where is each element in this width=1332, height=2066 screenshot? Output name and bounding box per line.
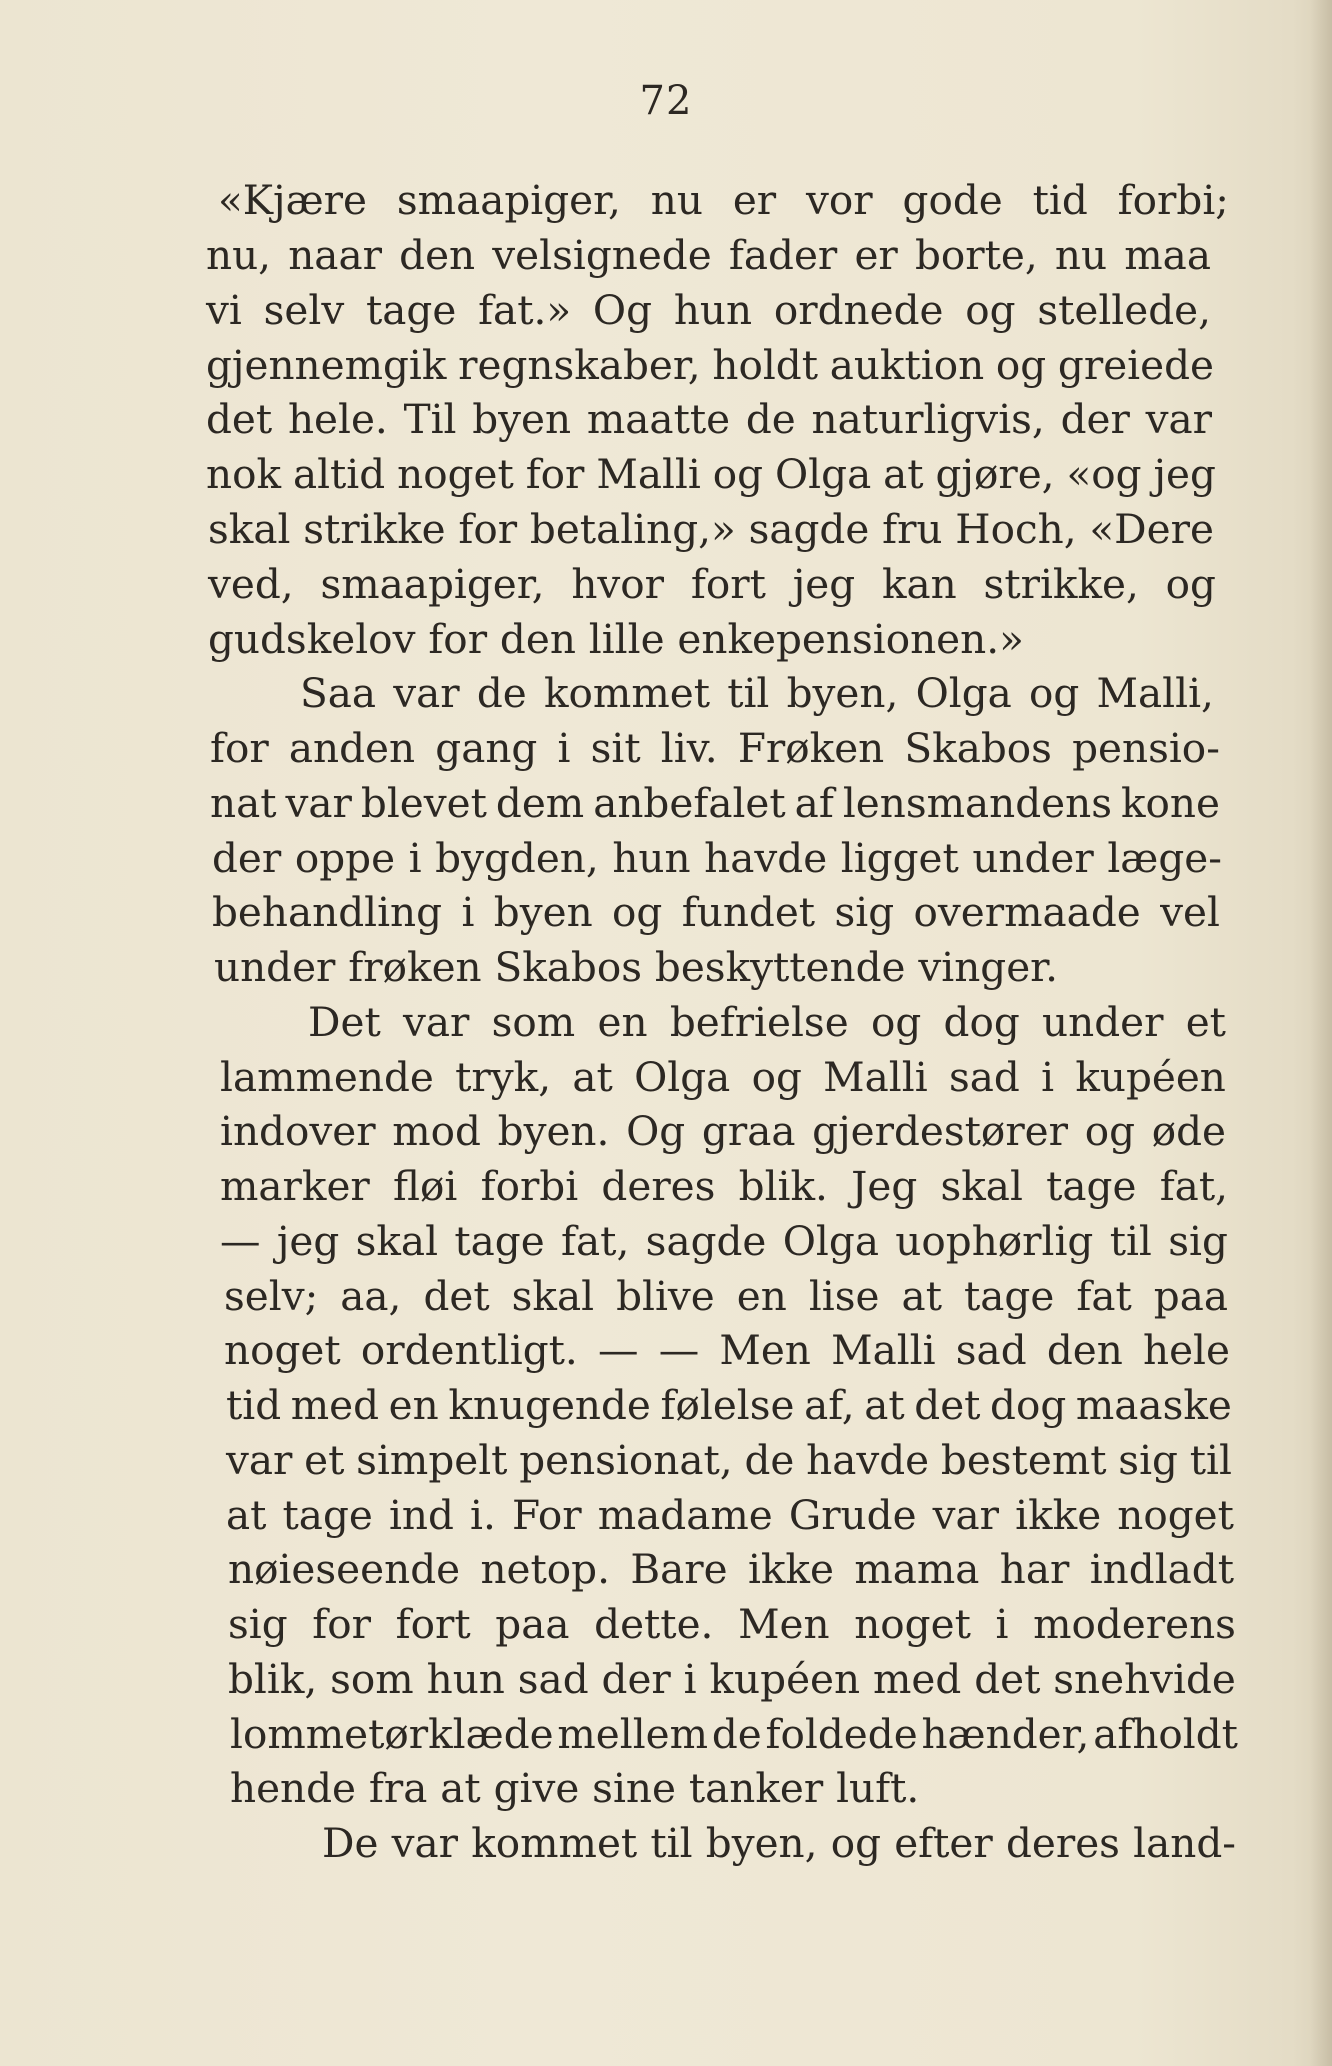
word: Olga [634,1053,731,1101]
word: Og [626,1107,686,1155]
word: hun [673,286,753,334]
word: forbi [480,1162,579,1210]
word: maatte [586,395,731,443]
word: fat [1076,1272,1132,1320]
word: gjerdestører [812,1107,1069,1155]
word: aa, [340,1272,402,1320]
word: Saa [300,669,377,717]
word: sig [1118,1436,1178,1484]
word: holdt [712,341,818,389]
word: Men [738,1600,830,1648]
word: et [1185,998,1226,1046]
word: afholdt [1093,1710,1238,1758]
word: graa [701,1107,796,1155]
word: sagde [645,1217,767,1265]
word: sad [948,1053,1020,1101]
word: jeg [1153,450,1216,498]
word: var [285,779,352,827]
word: vor [806,176,873,224]
word: vi [206,286,242,334]
word: indladt [1089,1545,1234,1593]
word: Bare [630,1545,728,1593]
word: de [745,395,796,443]
word: Malli [831,1326,936,1374]
word: under [972,834,1094,882]
word: sig [228,1600,288,1648]
word: det [206,395,273,443]
word: til [650,1819,693,1867]
word: at [226,1491,267,1539]
word: Olga [774,450,872,498]
text-line: gudskelov for den lille enkepensionen.» [208,615,1024,663]
word: at [883,450,924,498]
word: i. [470,1491,496,1539]
word: byen, [786,669,899,717]
word: hun [612,834,691,882]
word: gode [902,176,1003,224]
word: var [932,1491,1000,1539]
word: kupéen [709,1655,861,1703]
word: en [388,1381,439,1429]
word: fort [690,560,766,608]
word: for [210,724,269,772]
word: der [601,1655,671,1703]
word: snehvide [1053,1655,1236,1703]
word: Jeg [851,1162,918,1210]
text-line [230,1707,1238,1761]
word: det [423,1272,490,1320]
word: og [995,341,1047,389]
word: mama [854,1545,980,1593]
text-line [308,995,1226,1049]
word: byen. [497,1107,610,1155]
word: lammende [220,1053,434,1101]
word: ordentligt. [360,1326,578,1374]
text-line [218,173,1229,227]
word: gjennemgik [206,341,447,389]
word: netop. [480,1545,610,1593]
word: tid [1032,176,1088,224]
word: anbefalet [593,779,786,827]
word: med [290,1381,380,1429]
word: hvor [571,560,665,608]
word: og [1029,669,1080,717]
text-line [206,228,1211,282]
word: hele. [287,395,388,443]
word: fundet [681,888,816,936]
word: indover [220,1107,376,1155]
word: som [330,1655,414,1703]
word: oppe [294,834,396,882]
word: det [974,1655,1041,1703]
word: nat [210,779,277,827]
word: Olga [915,669,1012,717]
word: bestemt [940,1436,1107,1484]
word: «Kjære [218,176,367,224]
text-line [300,666,1214,720]
word: greiede [1057,341,1214,389]
word: af [794,779,834,827]
word: Malli [823,1053,928,1101]
word: dem [495,779,585,827]
word: havde [704,834,828,882]
word: blik, [228,1655,318,1703]
word: jeg [276,1217,340,1265]
word: knugende [448,1381,651,1429]
word: nok [206,450,282,498]
word: og [830,1819,881,1867]
word: der [1060,395,1130,443]
word: altid [292,450,386,498]
text-line [208,557,1216,611]
word: Grude [788,1491,917,1539]
word: betaling,» [529,505,736,553]
word: sagde [748,505,870,553]
text-line [220,1050,1226,1104]
word: paa [495,1600,570,1648]
text-line [220,1214,1228,1268]
text-line [208,502,1214,556]
word: havde [806,1436,930,1484]
word: dog [943,998,1020,1046]
word: i [1041,1053,1055,1101]
text-line [226,1433,1232,1487]
word: nøieseende [228,1545,461,1593]
text-line [220,1159,1228,1213]
word: madame [597,1491,773,1539]
word: det [914,1381,981,1429]
word: uophørlig [895,1217,1094,1265]
word: skal [940,1162,1023,1210]
word: pensionat, [519,1436,733,1484]
word: ikke [1015,1491,1102,1539]
word: fat, [1159,1162,1228,1210]
text-line [226,1488,1234,1542]
word: Frøken [737,724,885,772]
word: under [1042,998,1164,1046]
word: smaapiger, [320,560,545,608]
word: var [391,1819,459,1867]
word: smaapiger, [396,176,621,224]
text-line: hende fra at give sine tanker luft. [230,1764,920,1812]
word: sig [1168,1217,1228,1265]
word: for [458,505,518,553]
word: mod [392,1107,481,1155]
word: skal [355,1217,439,1265]
word: med [872,1655,962,1703]
word: selv [263,286,345,334]
word: nu [650,176,703,224]
word: sad [517,1655,589,1703]
word: anden [288,724,416,772]
word: i [461,888,475,936]
text-line [220,1104,1226,1158]
word: bygden, [435,834,599,882]
word: de [744,1436,795,1484]
word: er [854,231,898,279]
text-line [228,1652,1236,1706]
text-line [228,1542,1234,1596]
text-line [228,1597,1236,1651]
word: land- [1133,1819,1236,1867]
text-line: under frøken Skabos beskyttende vinger. [214,943,1058,991]
word: strikke [303,505,446,553]
word: fløi [393,1162,458,1210]
word: ved, [208,560,294,608]
word: dog [990,1381,1067,1429]
word: deres [601,1162,716,1210]
word: marker [220,1162,370,1210]
word: Malli, [1096,669,1214,717]
word: tid [226,1381,282,1429]
word: liv. [660,724,718,772]
word: befrielse [669,998,849,1046]
word: Og [592,286,653,334]
word: pensio- [1072,724,1220,772]
word: tage [454,1217,545,1265]
word: blevet [360,779,487,827]
word: i [557,724,571,772]
word: de [476,669,527,717]
word: For [511,1491,582,1539]
word: fader [728,231,838,279]
word: Til [403,395,457,443]
word: og [612,888,663,936]
word: Hoch, [955,505,1077,553]
word: i [683,1655,697,1703]
word: tage [365,286,457,334]
text-line [226,1378,1232,1432]
word: tage [1046,1162,1137,1210]
text-line [206,338,1214,392]
word: fort [395,1600,471,1648]
word: moderens [1033,1600,1236,1648]
word: og [1165,560,1216,608]
word: og [751,1053,802,1101]
word: sig [834,888,895,936]
word: paa [1153,1272,1228,1320]
word: hele [1142,1326,1230,1374]
word: auktion [829,341,985,389]
word: lommetørklæde [230,1710,554,1758]
text-line [224,1323,1230,1377]
word: tage [282,1491,373,1539]
word: naar [288,231,382,279]
word: noget [224,1326,341,1374]
text-line [206,392,1212,446]
word: hænder, [921,1710,1090,1758]
word: byen [493,888,593,936]
word: nu, [206,231,272,279]
word: ligget [840,834,959,882]
word: skal [511,1272,595,1320]
word: tryk, [455,1053,552,1101]
word: kommet [471,1819,638,1867]
word: øde [1151,1107,1226,1155]
word: Skabos [904,724,1052,772]
word: og [965,286,1016,334]
word: i [408,834,422,882]
word: hun [426,1655,505,1703]
word: har [999,1545,1070,1593]
word: som [491,998,576,1046]
word: «Dere [1089,505,1214,553]
word: til [1109,1217,1152,1265]
word: strikke, [983,560,1139,608]
word: var [226,1436,293,1484]
word: ind [388,1491,454,1539]
text-line [206,283,1211,337]
word: kan [881,560,957,608]
word: og [1084,1107,1136,1155]
word: noget [854,1600,971,1648]
word: behandling [212,888,443,936]
word: nu [1054,231,1108,279]
word: lensmandens [842,779,1112,827]
word: til [727,669,770,717]
word: jeg [792,560,856,608]
word: kommet [544,669,710,717]
word: De [322,1819,379,1867]
word: borte, [914,231,1038,279]
word: sad [955,1326,1027,1374]
word: Det [308,998,381,1046]
word: — [598,1326,639,1374]
word: Malli [596,450,701,498]
word: noget [1117,1491,1234,1539]
word: til [1189,1436,1232,1484]
word: fat.» [478,286,572,334]
text-line [206,447,1216,501]
word: af, [804,1381,855,1429]
word: velsignede [492,231,712,279]
word: kupéen [1075,1053,1226,1101]
word: naturligvis, [811,395,1045,443]
word: et [304,1436,345,1484]
word: Olga [782,1217,879,1265]
word: gang [435,724,538,772]
word: noget [397,450,514,498]
word: den [399,231,476,279]
page-edge-shadow [1310,0,1332,2066]
word: en [736,1272,787,1320]
word: efter [894,1819,993,1867]
text-line [210,776,1220,830]
word: var [1145,395,1212,443]
word: følelse [660,1381,795,1429]
word: — [220,1217,261,1265]
word: maaske [1075,1381,1232,1429]
word: overmaade [913,888,1141,936]
word: byen [472,395,572,443]
word: gjøre, [935,450,1055,498]
word: fat, [561,1217,630,1265]
text-line [322,1816,1236,1870]
text-line [210,721,1220,775]
word: i [995,1600,1009,1648]
word: vel [1160,888,1220,936]
word: at [901,1272,942,1320]
word: ikke [747,1545,834,1593]
word: selv; [224,1272,319,1320]
text-line [212,831,1222,885]
page-number: 72 [639,78,693,124]
word: ordnede [773,286,944,334]
word: forbi; [1117,176,1229,224]
word: den [1046,1326,1123,1374]
word: og [712,450,764,498]
word: sit [590,724,641,772]
word: de [711,1710,762,1758]
word: Men [719,1326,811,1374]
text-line [224,1269,1228,1323]
word: blik. [738,1162,828,1210]
word: lise [808,1272,880,1320]
word: regnskaber, [458,341,701,389]
word: byen, [705,1819,818,1867]
word: skal [208,505,291,553]
word: stellede, [1037,286,1211,334]
word: en [597,998,648,1046]
word: deres [1005,1819,1120,1867]
word: mellem [557,1710,709,1758]
word: der [212,834,282,882]
word: blive [616,1272,715,1320]
word: læge- [1107,834,1222,882]
word: at [864,1381,905,1429]
word: foldede [765,1710,918,1758]
word: tage [963,1272,1055,1320]
word: dette. [594,1600,714,1648]
word: kone [1121,779,1220,827]
word: var [393,669,460,717]
word: og [870,998,922,1046]
word: var [402,998,470,1046]
word: er [732,176,777,224]
word: at [572,1053,613,1101]
word: maa [1124,231,1211,279]
word: — [658,1326,700,1374]
word: for [525,450,585,498]
word: simpelt [356,1436,508,1484]
word: «og [1066,450,1142,498]
word: fru [882,505,943,553]
text-line [212,885,1220,939]
word: for [312,1600,372,1648]
